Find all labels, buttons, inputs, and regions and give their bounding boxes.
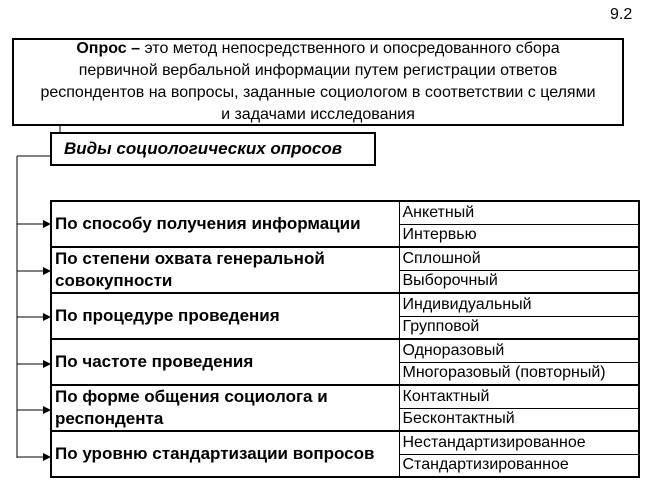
option-cell: Сплошной <box>399 247 639 270</box>
classification-row <box>51 293 639 316</box>
option-cell: Анкетный <box>399 201 639 224</box>
option-cell: Контактный <box>399 385 639 408</box>
definition-term: Опрос <box>76 40 127 57</box>
option-cell: Индивидуальный <box>399 293 639 316</box>
option-cell: Бесконтактный <box>399 408 639 431</box>
classification-row <box>51 247 639 270</box>
criterion-cell: По уровню стандартизации вопросов <box>51 431 399 477</box>
criterion-cell: По форме общения социолога и респондента <box>51 385 399 431</box>
classification-row <box>51 385 639 408</box>
classification-row <box>51 339 639 362</box>
definition-dash: – <box>126 40 145 57</box>
option-cell: Стандартизированное <box>399 454 639 477</box>
option-cell: Выборочный <box>399 270 639 293</box>
option-cell: Многоразовый (повторный) <box>399 362 639 385</box>
definition-body: это метод непосредственного и опосредованного сбора первичной вербальной информации путем регистрации ответов респондентов на вопросы, заданные социологом в соответствии с целями и задачами исследования <box>40 40 596 123</box>
criterion-cell: По способу получения информации <box>51 201 399 247</box>
option-cell: Интервью <box>399 224 639 247</box>
page-number: 9.2 <box>610 6 633 23</box>
option-cell: Групповой <box>399 316 639 339</box>
classification-row <box>51 201 639 224</box>
criterion-cell: По частоте проведения <box>51 339 399 385</box>
criterion-cell: По степени охвата генеральной совокупности <box>51 247 399 293</box>
classification-row <box>51 431 639 454</box>
classification-table <box>50 200 640 478</box>
option-cell: Нестандартизированное <box>399 431 639 454</box>
criterion-cell: По процедуре проведения <box>51 293 399 339</box>
types-title: Виды социологических опросов <box>50 132 376 166</box>
option-cell: Одноразовый <box>399 339 639 362</box>
